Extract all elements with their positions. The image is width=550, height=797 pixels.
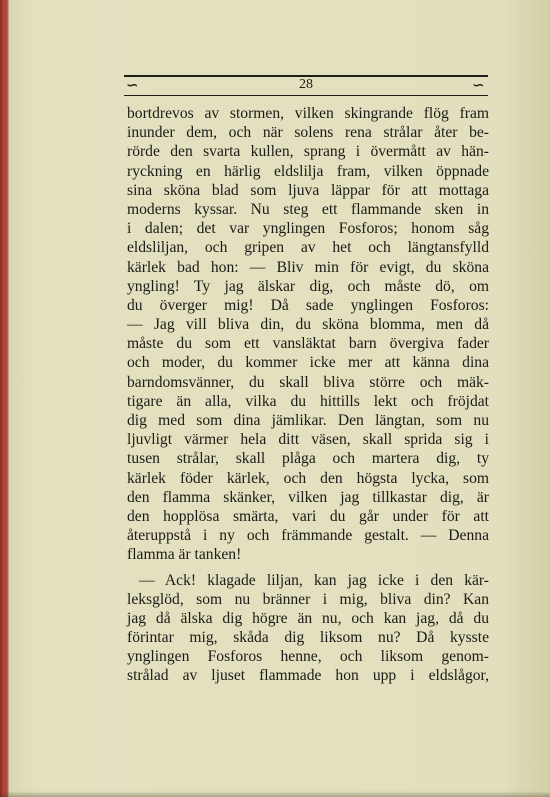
text-line: ljuvligt värmer hela ditt väsen, skall sprida sig i <box>127 431 489 449</box>
text-line: eldsliljan, och gripen av het och längtansfylld <box>127 239 489 257</box>
left-ornament-icon: ∽ <box>126 76 139 94</box>
text-line: yngling! Ty jag älskar dig, och måste dö, om <box>127 277 489 295</box>
text-line: ynglingen Fosforos henne, och liksom genom- <box>127 648 489 666</box>
text-line: inunder dem, och när solens rena strålar åter be- <box>127 124 489 142</box>
text-line: flamma är tanken! <box>127 546 242 564</box>
text-line: tusen strålar, skall plåga och martera dig, ty <box>127 450 489 468</box>
text-line: leksglöd, som nu bränner i mig, bliva din? Kan <box>127 590 489 608</box>
page-header <box>124 72 488 98</box>
text-line: sina sköna blad som ljuva läppar för att mottaga <box>127 181 489 199</box>
text-line: — Ack! klagade liljan, kan jag icke i den kär- <box>139 571 489 589</box>
text-line: tigare än alla, vilka du hittills lekt och fröjdat <box>127 392 489 410</box>
text-line: måste du som ett vansläktat barn övergiva fader <box>127 335 489 353</box>
text-line: rörde den svarta kullen, sprang i övermått av hän- <box>127 143 489 161</box>
text-line: i dalen; det var ynglingen Fosforos; honom såg <box>127 220 489 238</box>
body-text <box>127 104 489 686</box>
text-line: jag då älska dig högre än nu, och kan jag, då du <box>127 609 489 627</box>
text-line: förintar mig, skåda dig liksom nu? Då kysste <box>127 629 489 647</box>
right-ornament-icon: ∽ <box>472 76 485 94</box>
text-line: dig med som dina jämlikar. Den längtan, som nu <box>127 412 489 429</box>
text-line: den flamma skänker, vilken jag tillkastar dig, är <box>127 488 489 506</box>
header-rule-bottom <box>124 95 488 96</box>
text-line: ryckning en härlig eldslilja fram, vilken öppnade <box>127 162 489 180</box>
text-line: moderns kyssar. Nu steg ett flammande sken in <box>127 200 489 218</box>
text-line: återuppstå i ny och främmande gestalt. — Denna <box>127 527 489 545</box>
text-line: — Jag vill bliva din, du sköna blomma, men då <box>127 316 489 334</box>
text-line: den hopplösa smärta, vari du går under för att <box>127 507 489 525</box>
text-line: kärlek föder kärlek, och den högsta lycka, som <box>127 469 489 487</box>
text-line: och moder, du kommer icke mer att känna dina <box>127 354 489 372</box>
text-line: kärlek bad hon: — Bliv min för evigt, du sköna <box>127 258 489 276</box>
book-cover-edge <box>0 0 9 797</box>
text-line: du överger mig! Då sade ynglingen Fosforos: <box>127 296 489 314</box>
page-number: 28 <box>299 77 313 92</box>
text-line: strålad av ljuset flammade hon upp i eldslågor, <box>127 667 489 685</box>
page-bottom-shadow <box>0 791 550 797</box>
text-line: bortdrevos av stormen, vilken skingrande flög fram <box>127 105 489 122</box>
text-line: barndomsvänner, du skall bliva större och mäk- <box>127 373 489 391</box>
